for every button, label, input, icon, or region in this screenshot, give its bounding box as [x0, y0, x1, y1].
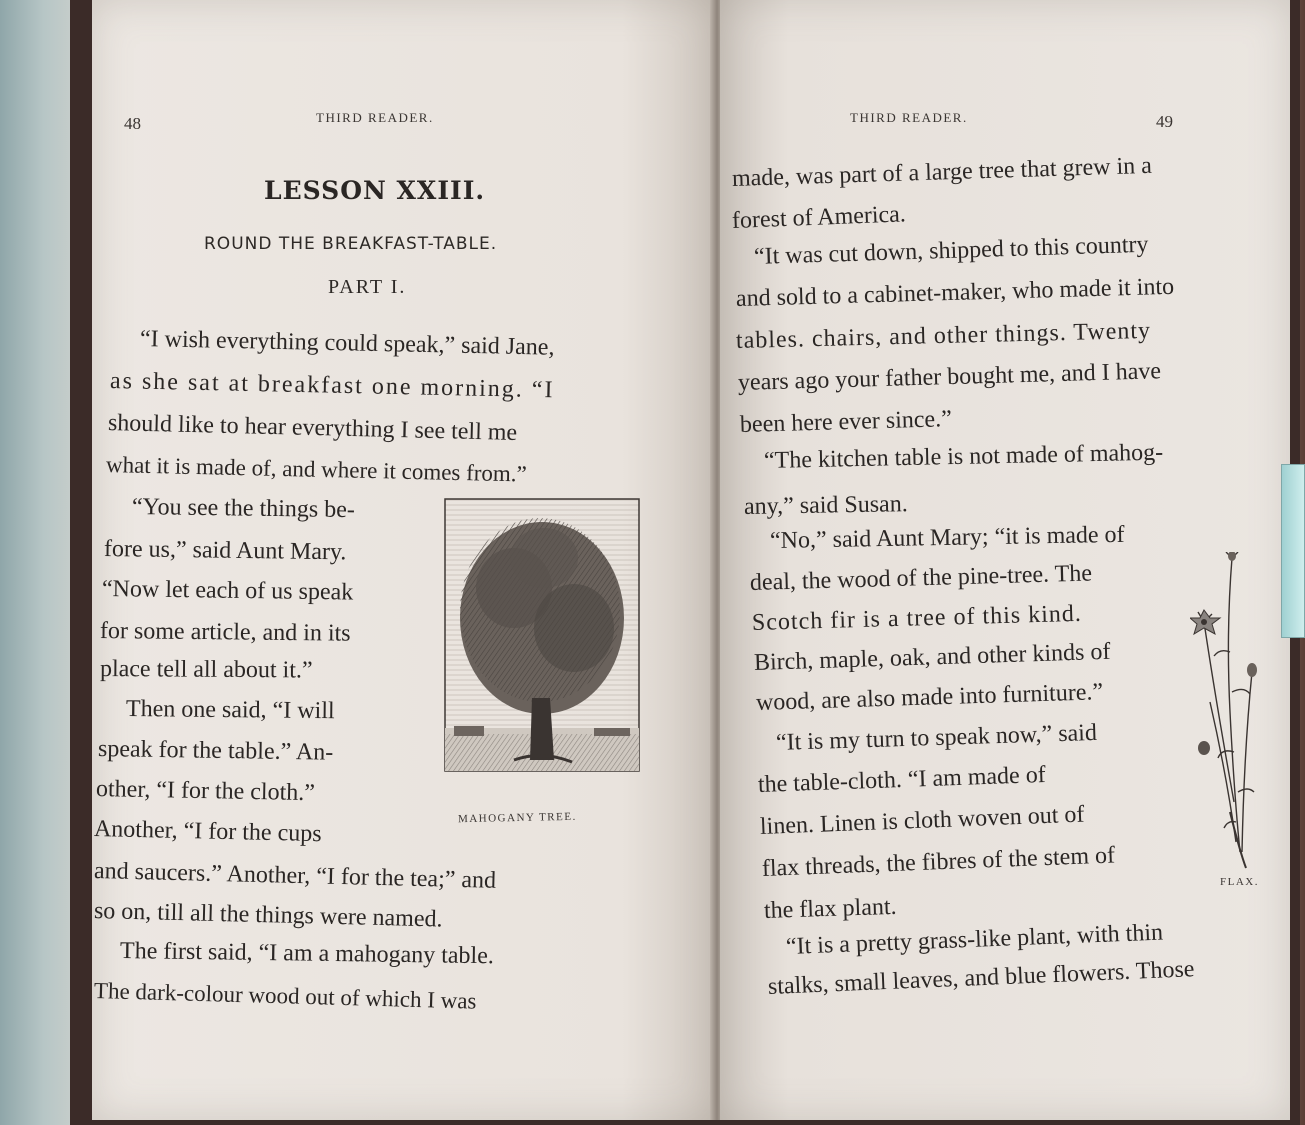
- text-line: “Now let each of us speak: [101, 576, 354, 606]
- lesson-subtitle: ROUND THE BREAKFAST-TABLE.: [204, 234, 498, 254]
- text-line: so on, till all the things were named.: [93, 898, 443, 933]
- left-page: [92, 0, 716, 1120]
- text-line: the flax plant.: [763, 893, 897, 924]
- text-line: place tell all about it.”: [99, 656, 313, 684]
- text-line: The dark-colour wood out of which I was: [93, 978, 477, 1014]
- mahogany-tree-illustration: [444, 498, 640, 780]
- right-page: [720, 0, 1290, 1120]
- text-line: “I wish everything could speak,” said Jane,: [139, 326, 555, 361]
- flax-plant-illustration: [1190, 552, 1280, 872]
- text-line: speak for the table.” An-: [97, 736, 334, 766]
- left-page-number: 48: [124, 114, 141, 133]
- flax-caption: FLAX.: [1220, 876, 1259, 888]
- text-line: and saucers.” Another, “I for the tea;” and: [93, 858, 497, 894]
- text-line: years ago your father bought me, and I have: [737, 358, 1162, 396]
- text-line: for some article, and in its: [99, 618, 351, 647]
- text-line: fore us,” said Aunt Mary.: [103, 536, 347, 566]
- text-line: “The kitchen table is not made of mahog-: [763, 439, 1164, 474]
- text-line: “You see the things be-: [131, 494, 356, 524]
- right-running-head: THIRD READER.: [850, 110, 968, 125]
- left-running-head: THIRD READER.: [316, 110, 434, 125]
- page-tab-marker: [1281, 464, 1305, 638]
- right-page-number: 49: [1156, 112, 1173, 131]
- mahogany-tree-caption: MAHOGANY TREE.: [457, 810, 577, 826]
- text-line: tables. chairs, and other things. Twenty: [735, 317, 1152, 354]
- text-line: the table-cloth. “I am made of: [757, 761, 1047, 798]
- text-line: linen. Linen is cloth woven out of: [759, 801, 1085, 840]
- text-line: “It is my turn to speak now,” said: [775, 719, 1098, 756]
- text-line: “It was cut down, shipped to this country: [753, 231, 1149, 270]
- text-line: wood, are also made into furniture.”: [755, 679, 1104, 716]
- text-line: forest of America.: [731, 201, 907, 234]
- text-line: stalks, small leaves, and blue flowers. Those: [767, 956, 1195, 1000]
- lesson-title: LESSON XXIII.: [264, 176, 486, 205]
- text-line: any,” said Susan.: [743, 491, 908, 520]
- text-line: flax threads, the fibres of the stem of: [761, 842, 1116, 882]
- open-book: [70, 0, 1300, 1125]
- text-line: made, was part of a large tree that grew in a: [731, 152, 1153, 192]
- text-line: deal, the wood of the pine-tree. The: [749, 560, 1093, 596]
- text-line: and sold to a cabinet-maker, who made it into: [735, 273, 1175, 312]
- text-line: been here ever since.”: [739, 406, 953, 438]
- text-line: Scotch fir is a tree of this kind.: [751, 600, 1083, 636]
- text-line: “No,” said Aunt Mary; “it is made of: [769, 521, 1125, 554]
- part-heading: PART I.: [328, 276, 407, 298]
- text-line: as she sat at breakfast one morning. “I: [109, 368, 555, 404]
- text-line: Birch, maple, oak, and other kinds of: [753, 638, 1111, 676]
- text-line: “It is a pretty grass-like plant, with thin: [785, 919, 1164, 960]
- text-line: Then one said, “I will: [125, 696, 335, 725]
- text-line: what it is made of, and where it comes from.”: [105, 452, 528, 487]
- text-line: should like to hear everything I see tell me: [107, 410, 518, 446]
- text-line: Another, “I for the cups: [93, 816, 322, 848]
- text-line: other, “I for the cloth.”: [95, 776, 316, 807]
- text-line: The first said, “I am a mahogany table.: [119, 938, 495, 970]
